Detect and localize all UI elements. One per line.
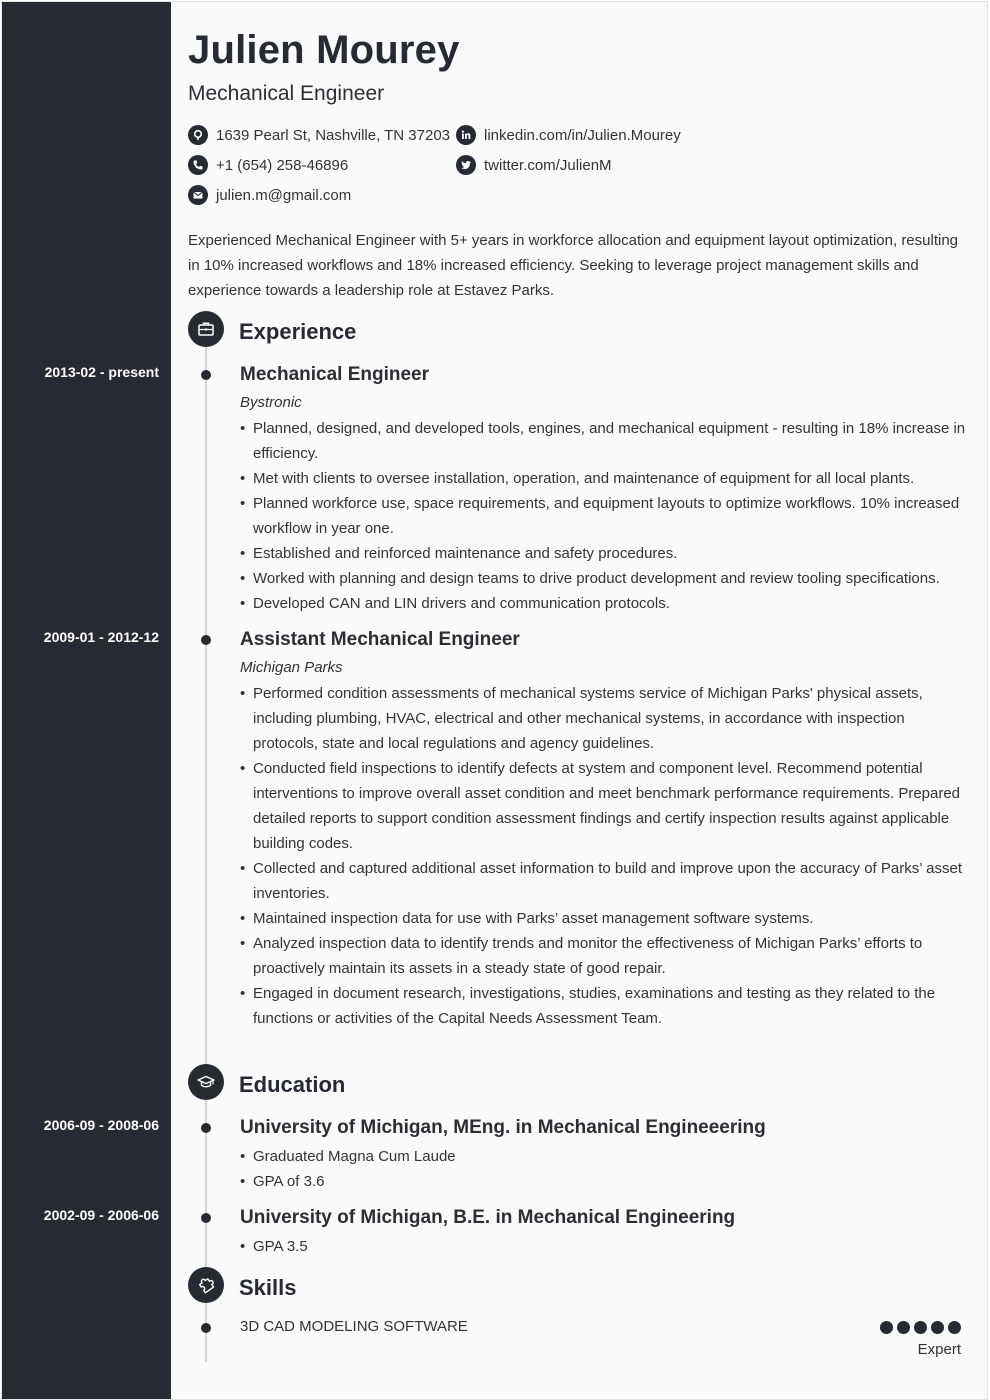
timeline-dot: [201, 635, 211, 645]
edu-2-degree: University of Michigan, B.E. in Mechanical Engineering: [240, 1207, 736, 1228]
contact-phone: [188, 155, 348, 175]
job-2-dates: 2009-01 - 2012-12: [43, 629, 159, 645]
envelope-icon: [188, 185, 208, 205]
contact-linkedin-text: linkedin.com/in/Julien.Mourey: [484, 126, 681, 144]
job-1-dates: 2013-02 - present: [44, 364, 159, 380]
experience-heading: Experience: [239, 319, 357, 344]
timeline-line: [205, 342, 207, 1362]
summary-paragraph: Experienced Mechanical Engineer with 5+ years in workforce allocation and equipment layout optimization, resulting in 10% increased workflows and 18% increased efficiency. Seeking to leverage project management skills and experience towards a leadership role at Estavez Parks.: [188, 232, 959, 299]
list-item: • GPA 3.5: [240, 1234, 970, 1259]
list-item: • Analyzed inspection data to identify trends and monitor the effectiveness of Michigan Parks’ efforts to proactively maintain its assets in a steady state of good repair.: [240, 931, 970, 981]
timeline-dot: [201, 370, 211, 380]
linkedin-icon: [456, 125, 476, 145]
edu-2-dates: 2002-09 - 2006-06: [43, 1207, 159, 1223]
skill-1-rating: [880, 1321, 961, 1334]
rating-dot: [880, 1321, 893, 1334]
list-item: • Engaged in document research, investigations, studies, examinations and testing as they related to the functions or activities of the Capital Needs Assessment Team.: [240, 981, 970, 1031]
rating-dot: [897, 1321, 910, 1334]
list-item: • Planned, designed, and developed tools, engines, and mechanical equipment - resulting in 18% increase in efficiency.: [240, 416, 970, 466]
job-1-company: Bystronic: [240, 394, 302, 411]
edu-1-bullets: [240, 1144, 970, 1194]
location-pin-icon: [188, 125, 208, 145]
list-item: • Performed condition assessments of mechanical systems service of Michigan Parks' physical assets, including plumbing, HVAC, electrical and other mechanical systems, in accordance with inspection protocols, state and local regulations and agency guidelines.: [240, 681, 970, 756]
edu-2-bullets: [240, 1234, 970, 1259]
list-item: • Collected and captured additional asset information to build and improve upon the accuracy of Parks’ asset inventories.: [240, 856, 970, 906]
graduation-cap-icon: [188, 1064, 224, 1100]
contact-twitter: [456, 155, 612, 175]
edu-1-dates: 2006-09 - 2008-06: [43, 1117, 159, 1133]
list-item: • Established and reinforced maintenance and safety procedures.: [240, 541, 970, 566]
briefcase-icon: [188, 311, 224, 347]
contact-twitter-text: twitter.com/JulienM: [484, 156, 612, 174]
list-item: • Worked with planning and design teams to drive product development and review tooling specifications.: [240, 566, 970, 591]
list-item: • Planned workforce use, space requirements, and equipment layouts to optimize workflows. 10% increased workflow in year one.: [240, 491, 970, 541]
rating-dot: [931, 1321, 944, 1334]
skill-1-name: 3D CAD MODELING SOFTWARE: [240, 1318, 468, 1335]
job-2-title: Assistant Mechanical Engineer: [240, 629, 520, 650]
edu-1-degree: University of Michigan, MEng. in Mechanical Engineeering: [240, 1117, 766, 1138]
timeline-dot: [201, 1213, 211, 1223]
job-1-bullets: [240, 416, 970, 616]
job-2-bullets: [240, 681, 970, 1031]
job-1-title: Mechanical Engineer: [240, 364, 430, 385]
skill-1-level: Expert: [917, 1341, 961, 1358]
timeline-dot: [201, 1123, 211, 1133]
skills-heading: Skills: [239, 1275, 297, 1300]
list-item: • GPA of 3.6: [240, 1169, 970, 1194]
candidate-title: Mechanical Engineer: [188, 82, 385, 105]
timeline-dot: [201, 1323, 211, 1333]
contact-email: [188, 185, 351, 205]
list-item: • Met with clients to oversee installation, operation, and maintenance of equipment for all local plants.: [240, 466, 970, 491]
list-item: • Conducted field inspections to identify defects at system and component level. Recommend potential interventions to improve overall asset condition and meet benchmark performance requirements. Prepared detailed reports to support condition assessment findings and certify inspection results against applicable building codes.: [240, 756, 970, 856]
contact-linkedin: [456, 125, 681, 145]
education-heading: Education: [239, 1072, 346, 1097]
list-item: • Maintained inspection data for use with Parks’ asset management software systems.: [240, 906, 970, 931]
job-2-company: Michigan Parks: [240, 659, 343, 676]
list-item: • Developed CAN and LIN drivers and communication protocols.: [240, 591, 970, 616]
phone-icon: [188, 155, 208, 175]
rating-dot: [914, 1321, 927, 1334]
resume-page: [1, 1, 988, 1400]
contact-address-text: 1639 Pearl St, Nashville, TN 37203: [216, 126, 451, 144]
date-sidebar: [2, 2, 171, 1399]
candidate-name: Julien Mourey: [188, 28, 460, 72]
contact-address: [188, 125, 450, 145]
contact-email-text: julien.m@gmail.com: [216, 186, 352, 204]
contact-phone-text: +1 (654) 258-46896: [216, 156, 349, 174]
list-item: • Graduated Magna Cum Laude: [240, 1144, 970, 1169]
rating-dot: [948, 1321, 961, 1334]
puzzle-piece-icon: [188, 1267, 224, 1303]
twitter-bird-icon: [456, 155, 476, 175]
